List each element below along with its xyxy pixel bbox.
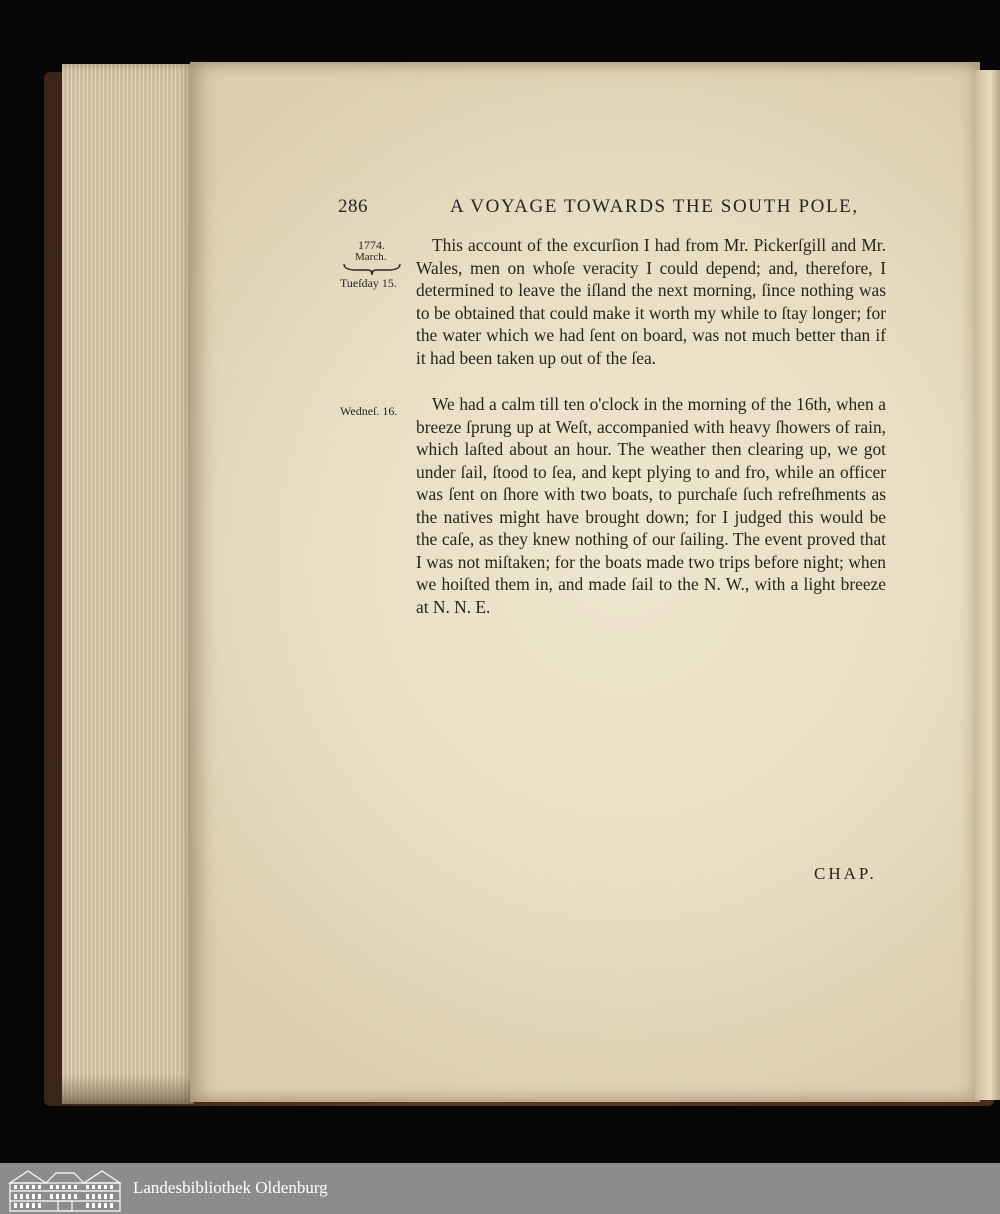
paragraph-text: This account of the excurſion I had from Mr. Pickerſgill and Mr. Wales, men on whoſe veracity I could depend; and, therefore, I determined to leave the iſland the next morning, ſince nothing was to be obtained that could make it worth my while to ſtay longer; for the water which we had ſent on board, was not much better than if it had been taken up out of the ſea. xyxy=(416,235,886,368)
margin-brace-icon xyxy=(342,262,402,276)
library-name: Landesbibliothek Oldenburg xyxy=(133,1178,328,1197)
footer-bar xyxy=(0,1163,1000,1214)
facing-page-edge xyxy=(975,70,1000,1100)
catchword: CHAP. xyxy=(814,864,877,883)
margin-year: 1774. xyxy=(358,238,385,252)
page-number: 286 xyxy=(338,196,368,217)
margin-date-first: Tueſday 15. xyxy=(340,276,397,290)
paragraph-second xyxy=(416,393,886,618)
margin-date-second: Wedneſ. 16. xyxy=(340,404,398,418)
page-edges xyxy=(62,64,194,1104)
margin-month: March. xyxy=(355,251,387,263)
running-title: A VOYAGE TOWARDS THE SOUTH POLE, xyxy=(450,196,859,217)
paragraph-first xyxy=(416,234,886,369)
running-head xyxy=(338,196,893,224)
library-building-icon xyxy=(6,1165,124,1213)
paragraph-text: We had a calm till ten o'clock in the morning of the 16th, when a breeze ſprung up at Weſt, accompanied with heavy ſhowers of rain, which laſted about an hour. The weather then clearing up, we got under ſail, ſtood to ſea, and kept plying to and fro, while an officer was ſent on ſhore with two boats, to purchaſe ſuch refreſhments as the natives might have brought down; for I judged this would be the caſe, as they knew nothing of our ſailing. The event proved that I was not miſtaken; for the boats made two trips before night; when we hoiſted them in, and made ſail to the N. W., with a light breeze at N. N. E. xyxy=(416,394,886,617)
